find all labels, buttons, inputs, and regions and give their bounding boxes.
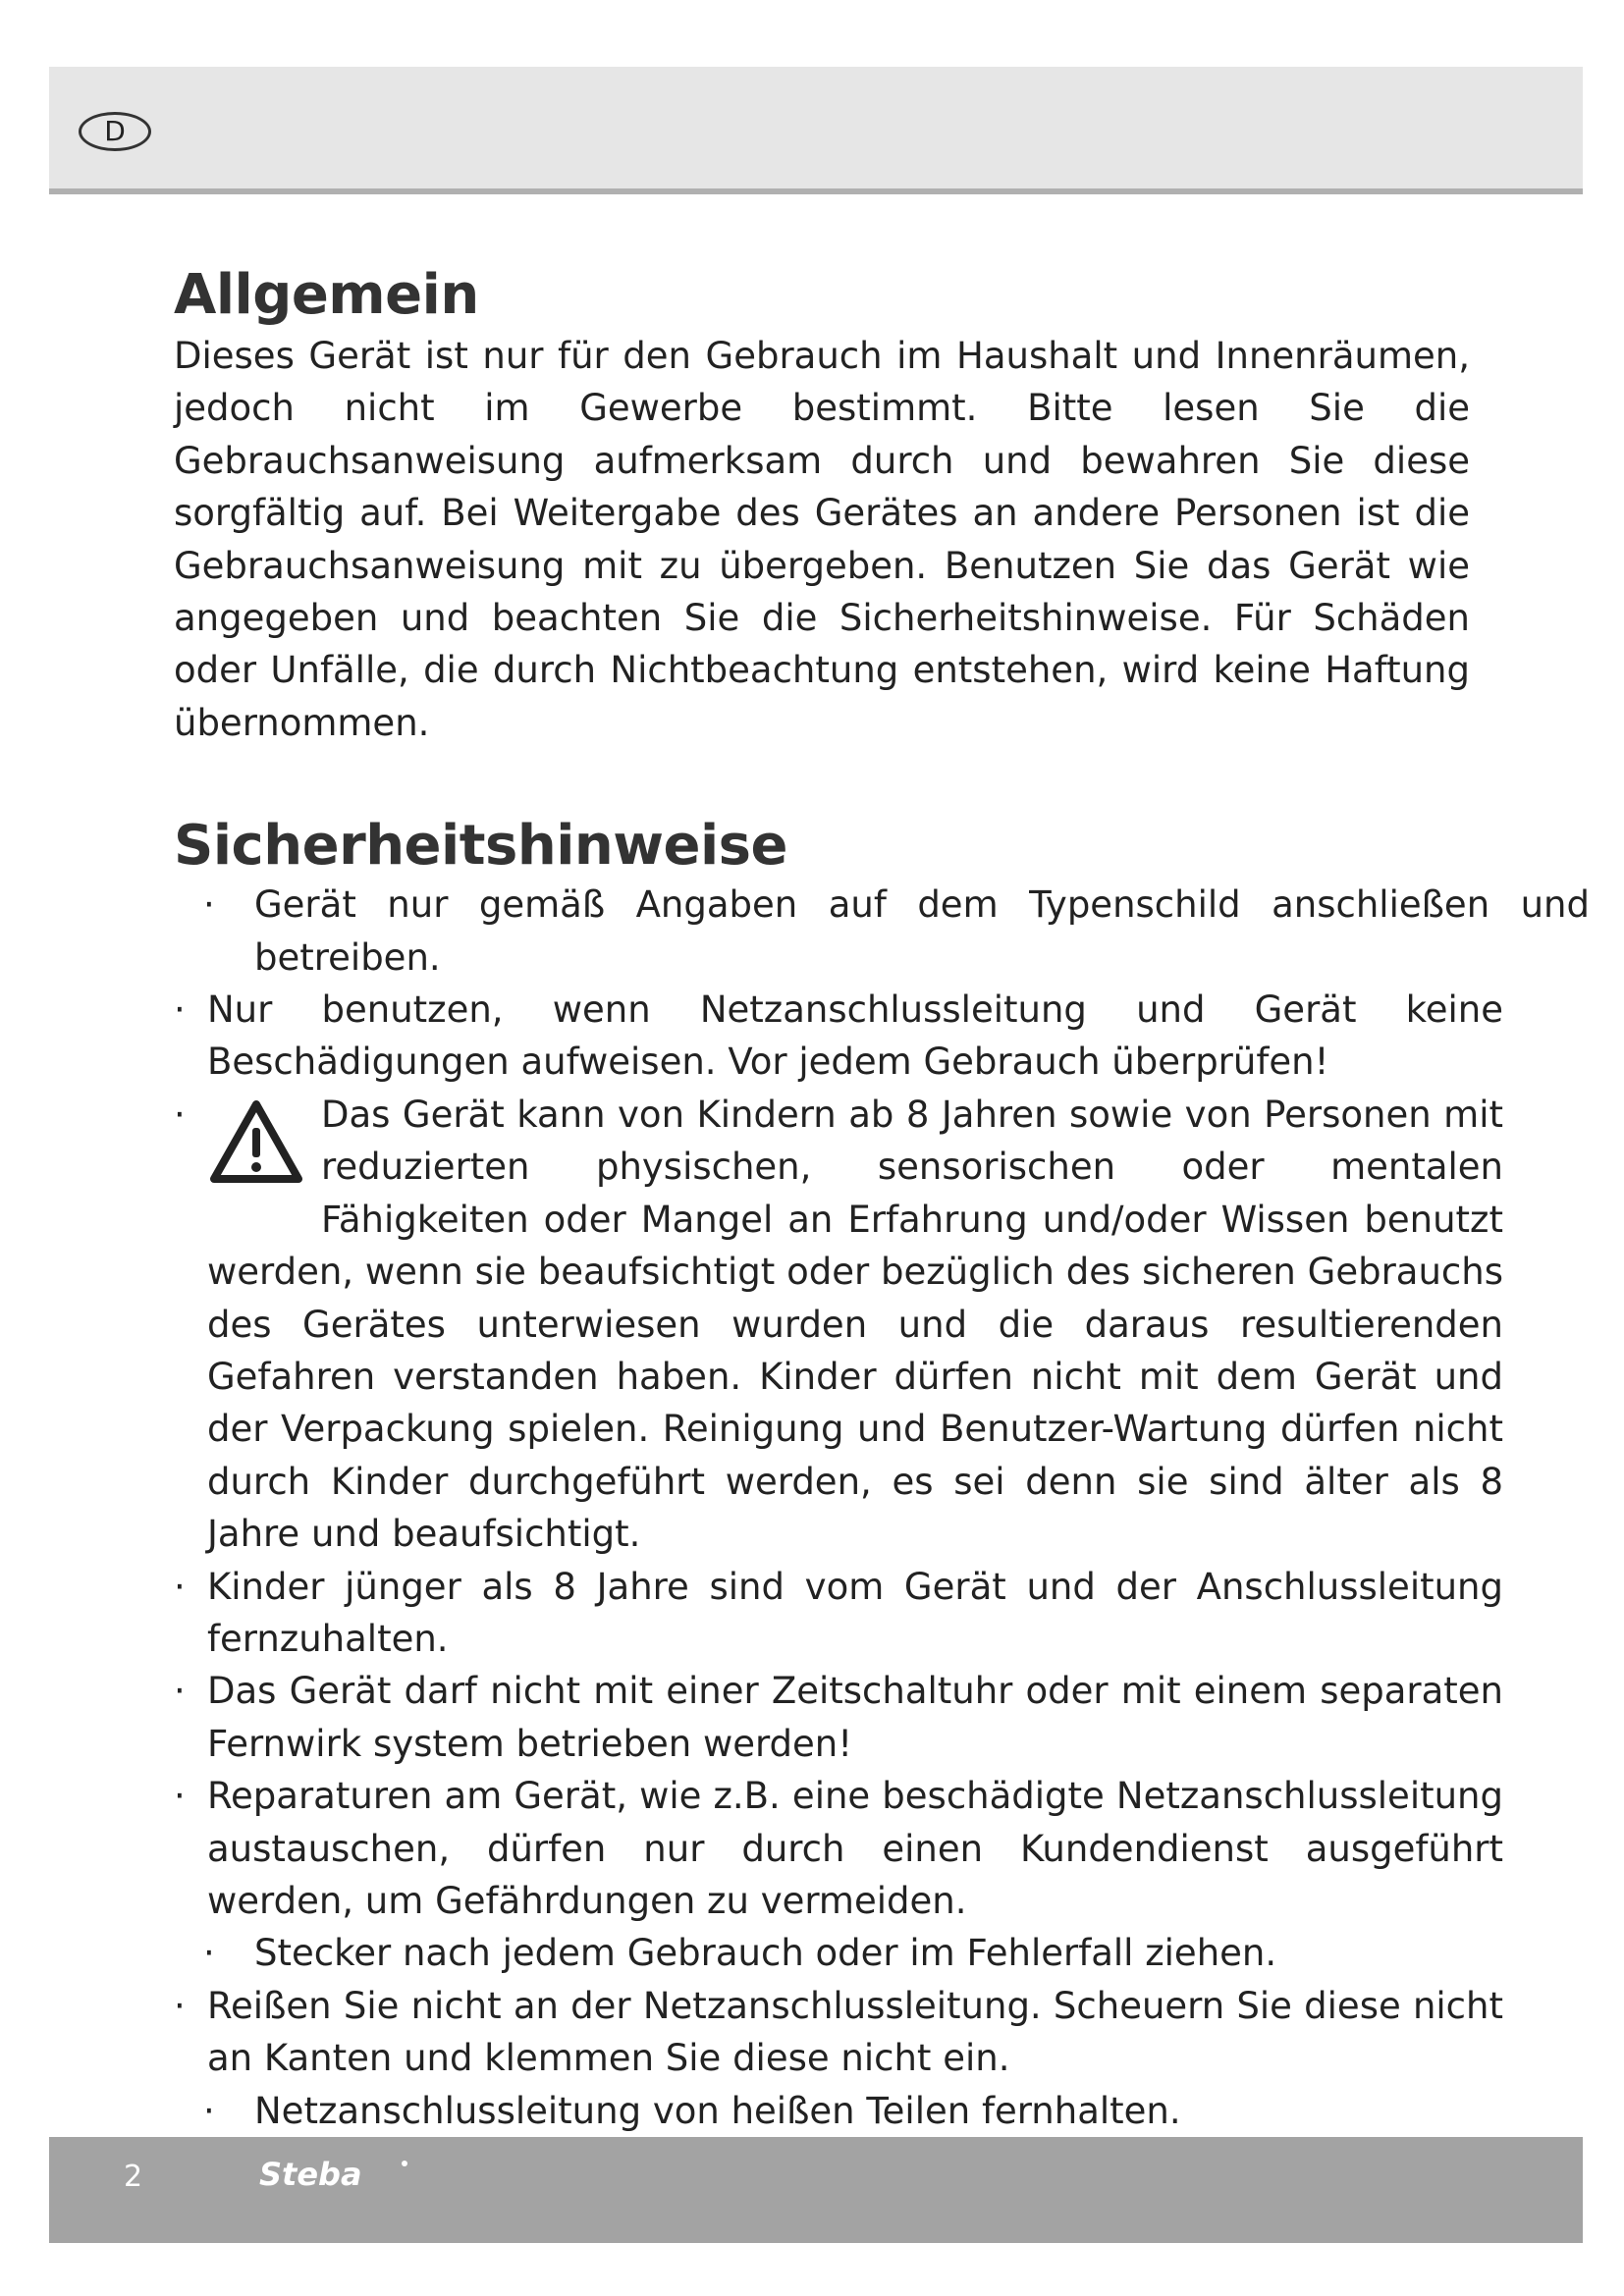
steba-logo-svg (257, 2156, 414, 2199)
language-badge (79, 112, 151, 151)
steba-logo (257, 2156, 414, 2203)
list-item-text: Reparaturen am Gerät, wie z.B. eine beschädigte Netzanschlussleitung austauschen, dürfen nur durch einen Kundendienst ausgeführt werden, um Gefährdungen zu vermeiden. (207, 1775, 1503, 1922)
list-item-text: Reißen Sie nicht an der Netzanschlussleitung. Scheuern Sie diese nicht an Kanten und klemmen Sie diese nicht ein. (207, 1984, 1503, 2080)
warning-triangle-icon-svg (207, 1096, 305, 1187)
bullet: · (203, 1932, 215, 1975)
list-item (174, 1927, 1590, 1979)
bullet: · (174, 1775, 186, 1818)
list-item (174, 1980, 1503, 2085)
list-item-text: Das Gerät kann von Kindern ab 8 Jahren sowie von Personen mit reduzierten physischen, sensorischen oder mentalen Fähigkeiten oder Mangel an Erfahrung und/oder Wissen benutzt werden, wenn sie beaufsichtigt oder bezüglich des sicheren Gebrauchs des Gerätes unterwiesen wurden und die daraus resultierenden Gefahren verstanden haben. Kinder dürfen nicht mit dem Gerät und der Verpackung spielen. Reinigung und Benutzer-Wartung dürfen nicht durch Kinder durchgeführt werden, es sei denn sie sind älter als 8 Jahre und beaufsichtigt. (207, 1093, 1503, 1556)
safety-list (174, 879, 1590, 2137)
bullet: · (203, 2089, 215, 2132)
bullet: · (203, 883, 215, 927)
section-title-general: Allgemein (174, 263, 479, 327)
general-paragraph: Dieses Gerät ist nur für den Gebrauch im Haushalt und Innenräumen, jedoch nicht im Gewerbe bestimmt. Bitte lesen Sie die Gebrauchsanweisung aufmerksam durch und bewahren Sie diese sorgfältig auf. Bei Weitergabe des Gerätes an andere Personen ist die Gebrauchsanweisung mit zu übergeben. Benutzen Sie das Gerät wie angegeben und beachten Sie die Sicherheitshinweise. Für Schäden oder Unfälle, die durch Nichtbeachtung entstehen, wird keine Haftung übernommen. (174, 335, 1470, 744)
list-item-text: Kinder jünger als 8 Jahre sind vom Gerät und der Anschlussleitung fernzuhalten. (207, 1565, 1503, 1660)
list-item-text: Netzanschlussleitung von heißen Teilen fernhalten. (254, 2089, 1181, 2132)
list-item (174, 879, 1590, 984)
header-band (49, 67, 1583, 194)
section-spacer (174, 749, 1509, 814)
bullet: · (174, 1565, 186, 1608)
list-item (174, 1089, 1503, 1561)
page-content (174, 263, 1590, 2137)
language-code: D (104, 115, 126, 147)
bullet: · (174, 1984, 186, 2027)
list-item (174, 1665, 1503, 1770)
list-item (174, 984, 1503, 1089)
list-item (174, 1561, 1503, 1666)
list-item-text: Gerät nur gemäß Angaben auf dem Typenschild anschließen und betreiben. (254, 883, 1590, 979)
list-item-text: Das Gerät darf nicht mit einer Zeitschaltuhr oder mit einem separaten Fernwirk system betrieben werden! (207, 1670, 1503, 1765)
section-title-safety: Sicherheitshinweise (174, 814, 787, 879)
bullet: · (174, 1670, 186, 1713)
brand-name: Steba (259, 2156, 362, 2193)
list-item-text: Stecker nach jedem Gebrauch oder im Fehlerfall ziehen. (254, 1932, 1277, 1975)
bullet: · (174, 988, 186, 1032)
page-number: 2 (124, 2160, 143, 2194)
list-item (174, 1770, 1503, 1927)
warning-triangle-icon (207, 1096, 313, 1195)
list-item-text: Nur benutzen, wenn Netzanschlussleitung und Gerät keine Beschädigungen aufweisen. Vor jedem Gebrauch überprüfen! (207, 988, 1503, 1084)
list-item (174, 2085, 1590, 2137)
bullet: · (174, 1093, 186, 1136)
